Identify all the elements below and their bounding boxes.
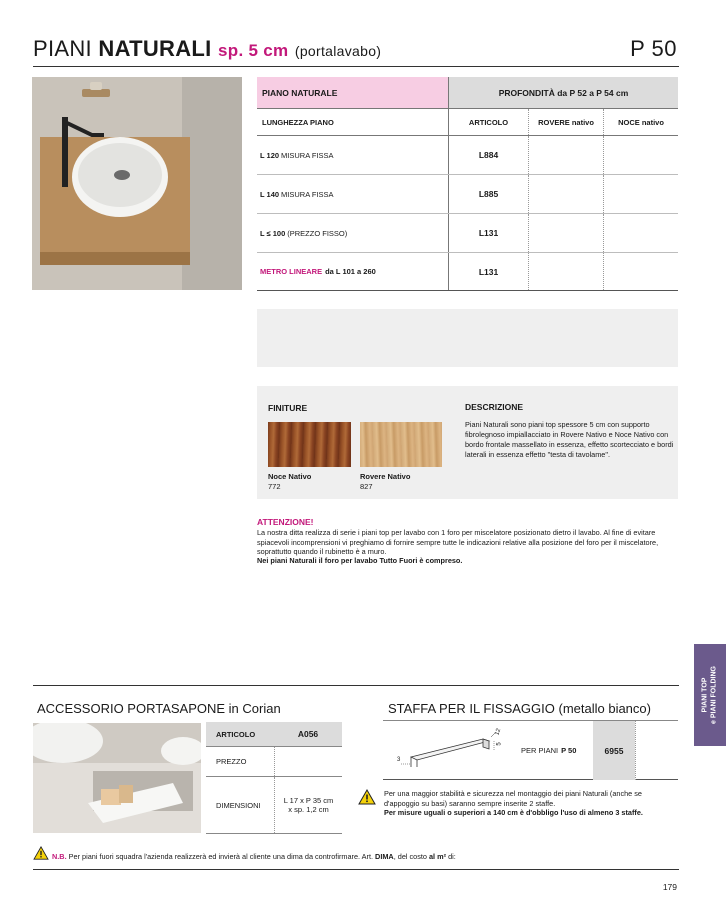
finish-code: 772 bbox=[268, 482, 281, 491]
col-noce: NOCE nativo bbox=[603, 109, 678, 135]
accessory-col-article: ARTICOLO bbox=[216, 729, 256, 739]
accessory-price-label: PREZZO bbox=[216, 757, 247, 766]
footer-divider bbox=[33, 869, 679, 870]
finish-code: 827 bbox=[360, 482, 373, 491]
table-subheader-row bbox=[257, 109, 678, 136]
swatch-noce-nativo bbox=[268, 422, 351, 467]
bracket-price bbox=[635, 721, 678, 780]
row-length: L ≤ 100 bbox=[260, 228, 286, 238]
note-label: N.B. bbox=[52, 852, 67, 861]
finish-name: Noce Nativo bbox=[268, 472, 312, 481]
title-light: PIANI bbox=[33, 36, 92, 61]
price-table bbox=[257, 77, 678, 291]
row-rovere-price bbox=[528, 253, 603, 290]
section-divider bbox=[33, 685, 679, 686]
accessory-article-code: A056 bbox=[297, 729, 319, 739]
soap-dish-photo bbox=[33, 723, 201, 833]
product-photo bbox=[32, 77, 242, 290]
descrizione-title: DESCRIZIONE bbox=[465, 402, 524, 412]
row-article: L885 bbox=[448, 175, 528, 213]
accessory-price-value bbox=[274, 747, 342, 776]
row-noce-price bbox=[603, 253, 678, 290]
row-rovere-price bbox=[528, 214, 603, 252]
empty-info-box bbox=[257, 309, 678, 367]
bracket-info-bold: Per misure uguali o superiori a 140 cm è d'obbligo l'uso di almeno 3 staffe. bbox=[384, 808, 643, 817]
staffa-title: STAFFA PER IL FISSAGGIO (metallo bianco) bbox=[388, 701, 651, 716]
header-divider bbox=[33, 66, 679, 67]
row-label: MISURA FISSA bbox=[281, 150, 334, 160]
table-row bbox=[257, 136, 678, 175]
page-number: 179 bbox=[662, 882, 677, 892]
bracket-for-prefix: PER PIANI bbox=[521, 746, 559, 755]
row-noce-price bbox=[603, 175, 678, 213]
title-sub: (portalavabo) bbox=[294, 43, 382, 59]
descrizione-text: Piani Naturali sono piani top spessore 5 cm con supporto fibrolegnoso impiallacciato in Rovere Nativo e Noce Nativo con bordo frontale massellato in essenza, effetto scortecciato e bordi laterali in essenza effetto "testa di tavolame". bbox=[465, 420, 674, 459]
page-title bbox=[33, 36, 381, 62]
col-lunghezza: LUNGHEZZA PIANO bbox=[262, 117, 334, 127]
accessory-header-row bbox=[206, 722, 342, 747]
title-spec: sp. 5 cm bbox=[218, 41, 289, 60]
header-profondita: PROFONDITÀ da P 52 a P 54 cm bbox=[448, 77, 678, 108]
table-row bbox=[257, 214, 678, 253]
attention-title: ATTENZIONE! bbox=[257, 517, 314, 527]
row-article: L131 bbox=[448, 253, 528, 290]
row-label: (PREZZO FISSO) bbox=[287, 228, 348, 238]
row-article: L884 bbox=[448, 136, 528, 174]
warning-icon bbox=[358, 789, 376, 805]
row-length: L 120 bbox=[260, 150, 280, 160]
accessory-dim-value: L 17 x P 35 cm bbox=[283, 796, 334, 805]
header-piano-naturale: PIANO NATURALE bbox=[257, 77, 448, 108]
warning-icon bbox=[33, 846, 49, 860]
section-side-tab[interactable] bbox=[694, 644, 726, 746]
row-length: METRO LINEARE bbox=[260, 267, 323, 276]
row-label: MISURA FISSA bbox=[281, 189, 334, 199]
accessory-dim-label: DIMENSIONI bbox=[216, 800, 261, 810]
accessory-dim-row bbox=[206, 777, 342, 834]
side-tab-line2: e PIANI FOLDING bbox=[710, 666, 717, 724]
bracket-dim-c: 5 bbox=[496, 742, 503, 746]
swatch-rovere-nativo bbox=[360, 422, 442, 467]
note-text: Per piani fuori squadra l'azienda realizzerà ed invierà al cliente una dima da controfirmare. Art. bbox=[68, 852, 374, 861]
bracket-info-text: Per una maggior stabilità e sicurezza nel montaggio dei piani Naturali (anche se d'appoggio su basi) saranno sempre inserite 2 staffe. bbox=[384, 789, 642, 808]
bracket-info bbox=[384, 789, 674, 818]
bracket-for-code: P 50 bbox=[561, 746, 577, 755]
accessorio-title: ACCESSORIO PORTASAPONE in Corian bbox=[37, 701, 281, 716]
note-text-2: , del costo bbox=[393, 852, 427, 861]
bracket-dim-b: 12 bbox=[494, 727, 503, 737]
staffa-table bbox=[383, 720, 678, 780]
side-tab-line1: PIANI TOP bbox=[701, 677, 709, 713]
col-rovere: ROVERE nativo bbox=[528, 109, 603, 135]
row-label: da L 101 a 260 bbox=[325, 267, 376, 276]
product-code: P 50 bbox=[630, 36, 677, 61]
note-cost-unit: al m² bbox=[429, 852, 447, 861]
row-article: L131 bbox=[448, 214, 528, 252]
row-length: L 140 bbox=[260, 189, 280, 199]
note-text-3: di: bbox=[448, 852, 456, 861]
row-noce-price bbox=[603, 214, 678, 252]
row-rovere-price bbox=[528, 175, 603, 213]
finiture-title: FINITURE bbox=[268, 403, 308, 413]
accessory-dim-value-2: x sp. 1,2 cm bbox=[288, 805, 329, 814]
attention-bold-text: Nei piani Naturali il foro per lavabo Tutto Fuori è compreso. bbox=[257, 556, 463, 565]
bracket-drawing bbox=[391, 727, 511, 773]
row-rovere-price bbox=[528, 136, 603, 174]
table-row bbox=[257, 175, 678, 214]
table-header-row bbox=[257, 77, 678, 109]
title-bold: NATURALI bbox=[98, 36, 212, 61]
table-row bbox=[257, 253, 678, 291]
note-dima: DIMA bbox=[375, 852, 394, 861]
accessory-table bbox=[206, 722, 342, 834]
bracket-dim-a: 3 bbox=[397, 757, 401, 763]
attention-text: La nostra ditta realizza di serie i piani top per lavabo con 1 foro per miscelatore posizionato dietro il lavabo. Al fine di evitare spiacevoli incomprensioni vi preghiamo di fornire sempre tutte le indicazioni relative alla posizione del foro per il miscelatore, soprattutto quando il rubinetto è a muro. bbox=[257, 528, 659, 556]
bracket-article-code: 6955 bbox=[593, 721, 635, 780]
accessory-price-row bbox=[206, 747, 342, 777]
col-articolo: ARTICOLO bbox=[448, 109, 528, 135]
bracket-for-label bbox=[521, 721, 593, 780]
note bbox=[52, 852, 456, 861]
row-noce-price bbox=[603, 136, 678, 174]
finish-name: Rovere Nativo bbox=[360, 472, 411, 481]
